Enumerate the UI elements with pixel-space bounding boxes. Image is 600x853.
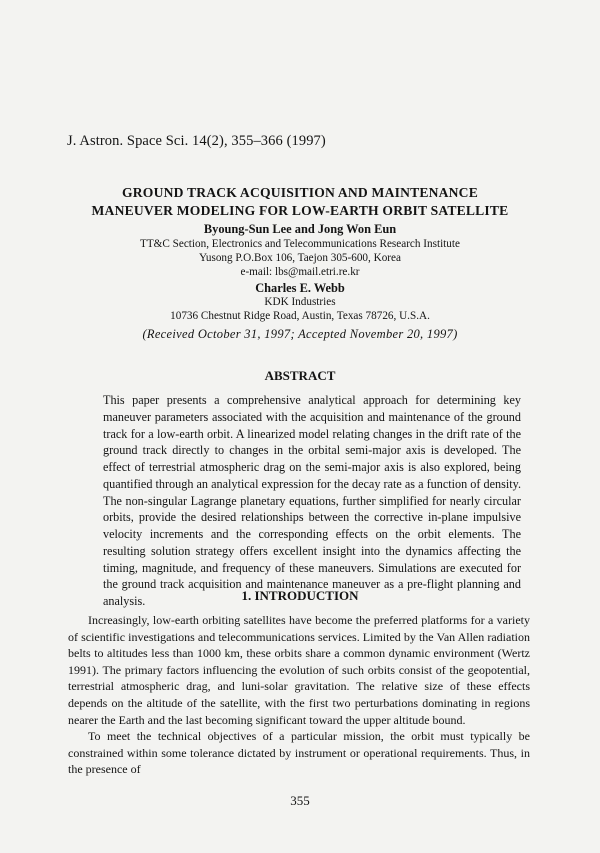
affiliation-2-line-2: 10736 Chestnut Ridge Road, Austin, Texas 78726, U.S.A. bbox=[170, 310, 430, 322]
paper-title-line-2: MANEUVER MODELING FOR LOW-EARTH ORBIT SATELLITE bbox=[91, 203, 509, 218]
abstract-heading: ABSTRACT bbox=[264, 368, 336, 383]
affiliation-1-line-1: TT&C Section, Electronics and Telecommunications Research Institute bbox=[140, 238, 460, 250]
intro-paragraph-2: To meet the technical objectives of a particular mission, the orbit must typically be constrained within some tolerance dictated by instrument or operational requirements. Thus, in the presence of bbox=[68, 729, 530, 777]
journal-reference: J. Astron. Space Sci. 14(2), 355–366 (1997) bbox=[67, 133, 326, 149]
page-number: 355 bbox=[290, 793, 310, 808]
received-accepted-dates: (Received October 31, 1997; Accepted November 20, 1997) bbox=[142, 327, 458, 341]
section-heading-introduction: 1. INTRODUCTION bbox=[241, 588, 359, 603]
authors-secondary: Charles E. Webb bbox=[255, 281, 345, 295]
introduction-body bbox=[68, 612, 530, 778]
abstract-text: This paper presents a comprehensive analytical approach for determining key maneuver parameters associated with the acquisition and maintenance of the ground track for a low-earth orbit. A linearized model relating changes in the drift rate of the ground track directly to changes in the orbital semi-major axis is developed. The effect of terrestrial atmospheric drag on the semi-major axis is also explored, being quantified through an analytical expression for the decay rate as a function of density. The non-singular Lagrange planetary equations, further simplified for nearly circular orbits, provide the desired relationships between the corrective in-plane impulsive velocity increments and the corresponding effects on the orbit elements. The resulting solution strategy offers excellent insight into the dynamics affecting the timing, magnitude, and frequency of these maneuvers. Simulations are executed for the ground track acquisition and maintenance maneuver as a pre-flight planning and analysis. bbox=[103, 393, 521, 608]
paper-title-line-1: GROUND TRACK ACQUISITION AND MAINTENANCE bbox=[122, 185, 478, 200]
affiliation-1-email: e-mail: lbs@mail.etri.re.kr bbox=[240, 266, 360, 278]
affiliation-1-line-2: Yusong P.O.Box 106, Taejon 305-600, Korea bbox=[199, 252, 401, 264]
affiliation-2-line-1: KDK Industries bbox=[264, 296, 336, 308]
intro-paragraph-1: Increasingly, low-earth orbiting satellites have become the preferred platforms for a variety of scientific investigations and telecommunications services. Limited by the Van Allen radiation belts to altitudes less than 1000 km, these orbits share a common dynamic environment (Wertz 1991). The primary factors influencing the evolution of such orbits consist of the geopotential, terrestrial atmospheric drag, and luni-solar gravitation. The relative size of these effects depends on the altitude of the satellite, with the first two perturbations dominating in regions nearer the Earth and the last becoming significant toward the upper altitude bound. bbox=[68, 613, 530, 727]
authors-primary: Byoung-Sun Lee and Jong Won Eun bbox=[203, 222, 397, 236]
